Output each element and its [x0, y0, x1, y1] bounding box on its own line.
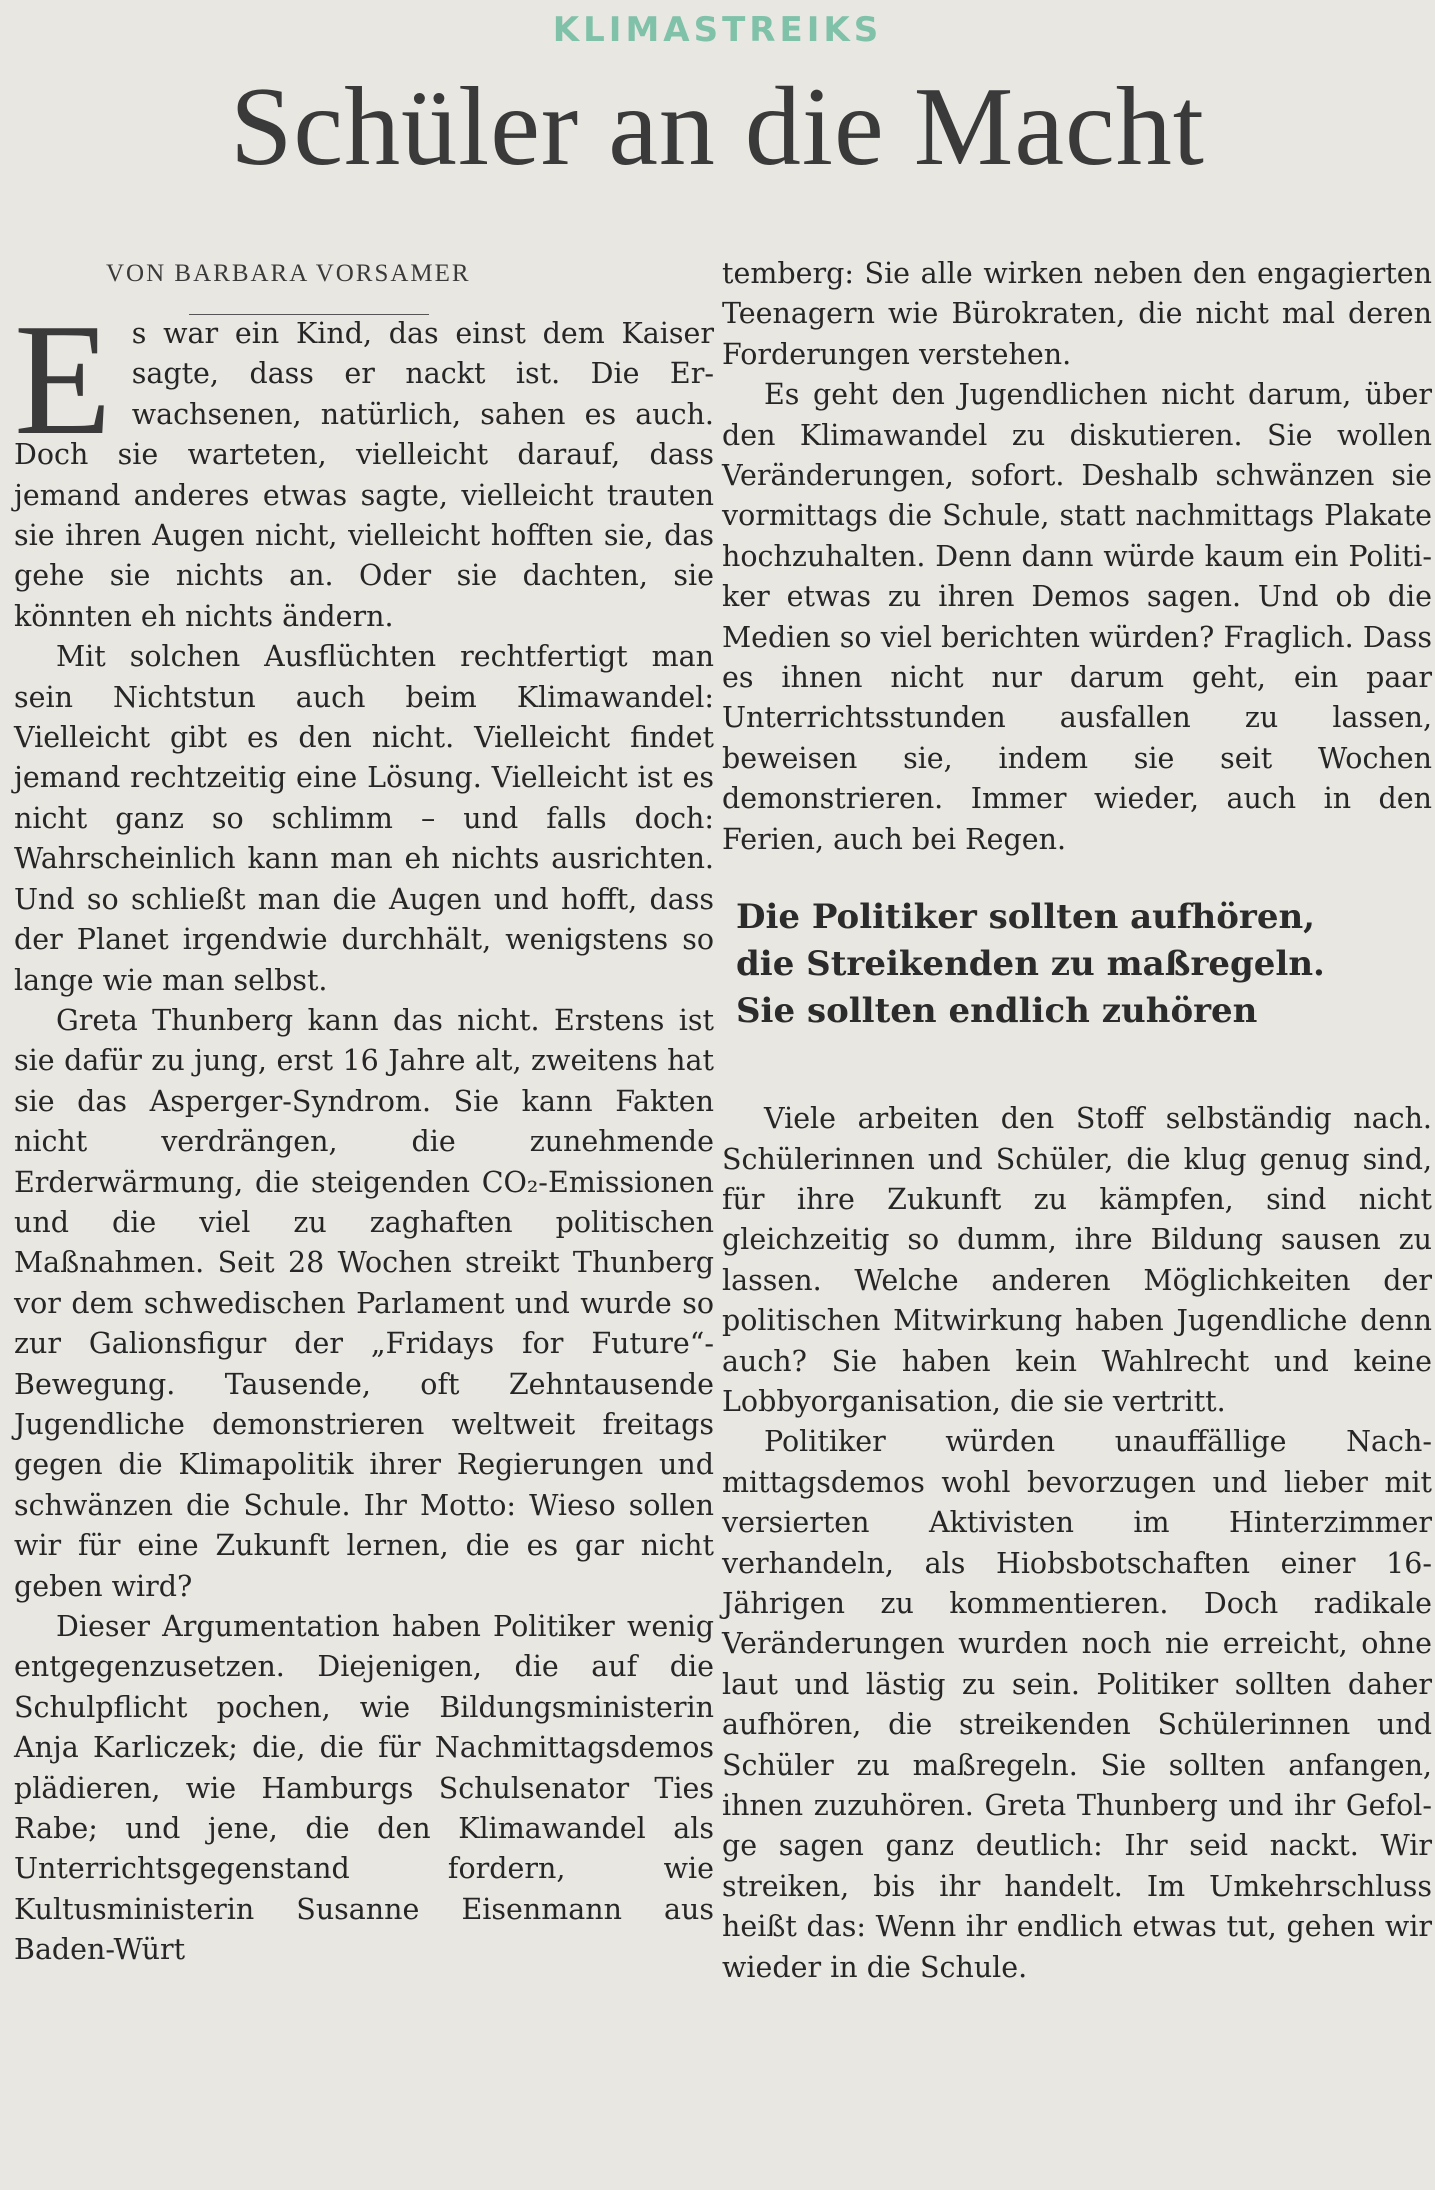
headline: Schüler an die Macht [230, 65, 1205, 189]
byline-block [14, 254, 714, 314]
paragraph-7: Viele arbeiten den Stoff selbständig nach. Schülerinnen und Schüler, die klug genug sind, für ihre Zukunft zu kämpfen, sind nicht gleichzeitig so dumm, ihre Bildung sausen zu lassen. Welche anderen Möglichkeiten der politischen Mitwirkung haben Jugendliche denn auch? Sie haben kein Wahlrecht und keine Lobbyorganisation, die sie vertritt. [722, 1102, 1432, 1418]
column-right [722, 254, 1432, 1988]
byline-rule [189, 314, 429, 315]
pull-quote-line: die Streikenden zu maßregeln. [736, 944, 1325, 985]
paragraph-1-text: s war ein Kind, das einst dem Kaiser sagte, dass er nackt ist. Die Erwachsenen, natürlich, sahen es auch. Doch sie warteten, vielleicht darauf, dass jemand anderes etwas sagte, vielleicht trauten sie ihren Augen nicht, vielleicht hofften sie, das gehe sie nichts an. Oder sie dachten, sie könnten eh nichts ändern. [14, 317, 714, 633]
pull-quote-line: Sie sollten endlich zuhören [736, 991, 1258, 1032]
pull-quote [736, 894, 1432, 1035]
paragraph-1 [14, 290, 714, 637]
paragraph-2: Mit solchen Ausflüchten rechtfertigt man sein Nichtstun auch beim Klimawandel: Vielleicht gibt es den nicht. Vielleicht findet jemand rechtzeitig eine Lösung. Vielleicht ist es nicht ganz so schlimm – und falls doch: Wahrscheinlich kann man eh nichts ausrichten. Und so schließt man die Augen und hofft, dass der Planet irgendwie durchhält, wenigstens so lange wie man selbst. [14, 640, 714, 997]
paragraph-6: Es geht den Jugendlichen nicht darum, über den Klimawandel zu diskutieren. Sie wollen Veränderungen, sofort. Deshalb schwänzen sie vormittags die Schule, statt nachmittags Plakate hochzuhalten. Denn dann würde kaum ein Politiker etwas zu ihren Demos sagen. Und ob die Medien so viel berichten würden? Fraglich. Dass es ihnen nicht nur darum geht, ein paar Unterrichtsstunden ausfallen zu lassen, beweisen sie, indem sie seit Wochen demonstrieren. Immer wieder, auch in den Ferien, auch bei Regen. [722, 378, 1432, 856]
dropcap: E [14, 290, 112, 468]
paragraph-5: temberg: Sie alle wirken neben den engagierten Teenagern wie Bürokraten, die nicht mal deren Forderungen verstehen. [722, 257, 1432, 371]
column-left [14, 254, 714, 1971]
pull-quote-line: Die Politiker sollten aufhören, [736, 897, 1316, 938]
paragraph-3: Greta Thunberg kann das nicht. Erstens ist sie dafür zu jung, erst 16 Jahre alt, zweitens hat sie das Asperger-Syndrom. Sie kann Fakten nicht verdrängen, die zunehmende Erderwärmung, die steigenden CO₂-Emissionen und die viel zu zaghaften politischen Maßnahmen. Seit 28 Wochen streikt Thunberg vor dem schwedischen Parlament und wurde so zur Galionsfigur der „Fridays for Future“-Bewegung. Tausende, oft Zehntausende Jugendliche demonstrieren weltweit freitags gegen die Klimapolitik ihrer Regierungen und schwänzen die Schule. Ihr Motto: Wieso sollen wir für eine Zukunft lernen, die es gar nicht geben wird? [14, 1003, 714, 1603]
paragraph-8: Politiker würden unauffällige Nachmittagsdemos wohl bevorzugen und lieber mit versierten Aktivisten im Hinterzimmer verhandeln, als Hiobsbotschaften einer 16-Jährigen zu kommentieren. Doch radikale Veränderungen wurden noch nie erreicht, ohne laut und lästig zu sein. Politiker sollten daher aufhören, die streikenden Schülerinnen und Schüler zu maßregeln. Sie sollten anfangen, ihnen zuzuhören. Greta Thunberg und ihr Gefolge sagen ganz deutlich: Ihr seid nackt. Wir streiken, bis ihr handelt. Im Umkehrschluss heißt das: Wenn ihr endlich etwas tut, gehen wir wieder in die Schule. [722, 1425, 1432, 1984]
paragraph-4: Dieser Argumentation haben Politiker wenig entgegenzusetzen. Diejenigen, die auf die Schulpflicht pochen, wie Bildungsministerin Anja Karliczek; die, die für Nachmittagsdemos plädieren, wie Hamburgs Schulsenator Ties Rabe; und jene, die den Klimawandel als Unterrichtsgegenstand fordern, wie Kultusministerin Susanne Eisenmann aus Baden-Würt [14, 1610, 714, 1967]
byline: VON BARBARA VORSAMER [106, 260, 471, 287]
section-rubric: KLIMASTREIKS [552, 10, 883, 50]
